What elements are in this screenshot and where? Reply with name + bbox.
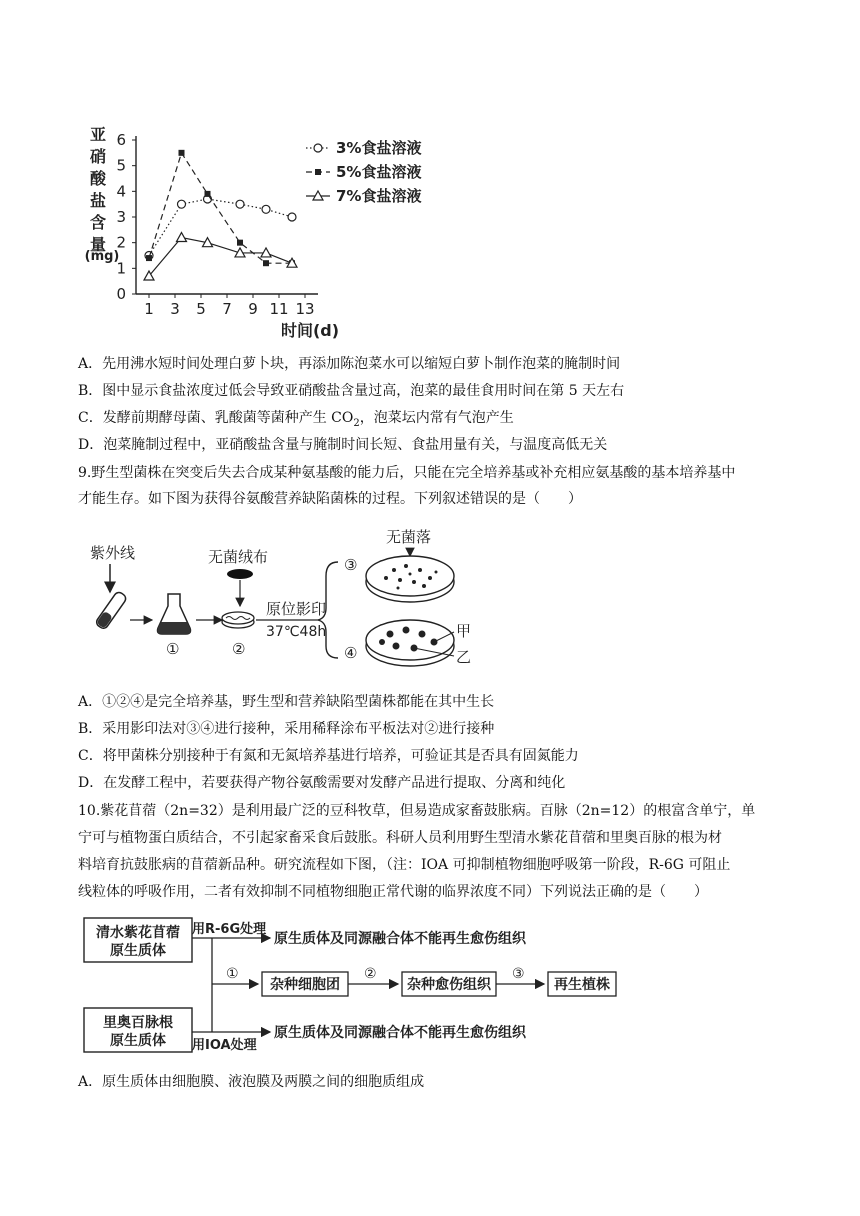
step2-label: ② [364,966,377,982]
replica-label: 原位影印 [266,600,327,618]
r6g-label: 用R-6G处理 [192,922,267,937]
x-tick-label: 3 [170,300,180,318]
uv-label: 紫外线 [90,544,136,562]
protoplast-fusion-diagram [80,912,640,1060]
y-tick-label: 1 [116,259,126,278]
legend-label: 7%食盐溶液 [336,187,422,205]
test-tube-icon [95,591,128,631]
q9-option-c: C．将甲菌株分别接种于有氮和无氮培养基进行培养，可验证其是否具有固氮能力 [78,748,579,764]
q9-stem-line2: 才能生存。如下图为获得谷氨酸营养缺陷菌株的过程。下列叙述错误的是（ ） [78,491,582,507]
data-point [205,191,211,197]
q10-stem-line3: 料培育抗鼓胀病的苜蓿新品种。研究流程如下图，（注：IOA 可抑制植物细胞呼吸第一阶段，R-6G 可阻止 [78,857,731,873]
svg-text:硝: 硝 [89,147,107,166]
regen-plant-label: 再生植株 [554,977,610,993]
legend-label: 3%食盐溶液 [336,139,422,157]
x-tick-label: 1 [144,300,154,318]
q8-option-c-text: C．发酵前期酵母菌、乳酸菌等菌种产生 CO [78,410,354,426]
q9-option-d: D．在发酵工程中，若要获得产物谷氨酸需要对发酵产品进行提取、分离和纯化 [78,775,566,791]
q10-option-a: A．原生质体由细胞膜、液泡膜及两膜之间的细胞质组成 [78,1074,425,1090]
top-result: 原生质体及同源融合体不能再生愈伤组织 [274,931,526,947]
q9-option-a: A．①②④是完全培养基，野生型和营养缺陷型菌株都能在其中生长 [78,694,495,710]
q8-option-b: B．图中显示食盐浓度过低会导致亚硝酸盐含量过高，泡菜的最佳食用时间在第 5 天左右 [78,383,625,399]
x-axis-label: 时间(d) [280,321,340,340]
q8-option-c-text2: ，泡菜坛内常有气泡产生 [359,410,514,426]
step-1-label: ① [166,640,180,658]
data-point [178,200,186,208]
box1-line2: 原生质体 [110,943,166,959]
y-tick-label: 2 [116,233,126,252]
y-axis-label [85,125,120,264]
step1-label: ① [226,966,239,982]
box1-line1: 清水紫花苜蓿 [96,925,180,941]
svg-text:量: 量 [89,235,107,254]
x-tick-label: 11 [269,300,289,318]
flask-icon [158,594,191,634]
data-point [262,205,270,213]
svg-text:盐: 盐 [89,191,107,210]
nitrite-chart [78,118,438,342]
q9-stem-line1: 9.野生型菌株在突变后失去合成某种氨基酸的能力后，只能在完全培养基或补充相应氨基酸的基本培养基中 [78,465,736,481]
svg-text:含: 含 [89,213,107,232]
step-4-label: ④ [344,644,358,662]
plate-3-icon [366,556,454,602]
velvet-label: 无菌绒布 [208,548,269,566]
q8-option-d: D．泡菜腌制过程中，亚硝酸盐含量与腌制时间长短、食盐用量有关，与温度高低无关 [78,437,608,453]
q10-stem-line1: 10.紫花苜蓿（2n=32）是利用最广泛的豆科牧草，但易造成家畜鼓胀病。百脉（2n=12）的根富含单宁，单 [78,803,756,819]
step-3-label: ③ [344,556,358,574]
q10-stem-line4: 线粒体的呼吸作用，二者有效抑制不同植物细胞正常代谢的临界浓度不同）下列说法正确的是（ ） [78,884,708,900]
sterile-colony-label: 无菌落 [386,528,432,546]
box2-line2: 原生质体 [110,1033,166,1049]
jia-label: 甲 [456,622,472,640]
hybrid-callus-label: 杂种愈伤组织 [407,977,491,993]
svg-text:(mg): (mg) [84,249,120,264]
box2-line1: 里奥百脉根 [103,1015,173,1031]
yi-label: 乙 [456,648,472,666]
data-point [179,150,185,156]
plate-4-icon [366,620,454,666]
data-point [177,233,187,242]
legend-label: 5%食盐溶液 [336,163,422,181]
x-tick-label: 9 [248,300,258,318]
data-point [315,169,321,175]
x-tick-label: 7 [222,300,232,318]
svg-text:酸: 酸 [89,169,107,188]
ioa-label: 用IOA处理 [192,1038,257,1053]
co2-subscript: 2 [353,417,360,429]
q8-option-a: A．先用沸水短时间处理白萝卜块，再添加陈泡菜水可以缩短白萝卜制作泡菜的腌制时间 [78,356,621,372]
step3-label: ③ [512,966,525,982]
svg-text:亚: 亚 [89,125,107,144]
x-tick-label: 13 [295,300,315,318]
data-point [288,213,296,221]
data-point [263,260,269,266]
data-point [237,240,243,246]
q9-option-b: B．采用影印法对③④进行接种，采用稀释涂布平板法对②进行接种 [78,721,495,737]
data-point [314,144,322,152]
y-tick-label: 3 [116,208,126,226]
q8-option-c [78,408,514,434]
q10-stem-line2: 宁可与植物蛋白质结合，不引起家畜采食后鼓胀。科研人员利用野生型清水紫花苜蓿和里奥百脉的根为材 [78,830,722,846]
y-tick-label: 5 [116,156,126,175]
step-2-label: ② [232,640,246,658]
bottom-result: 原生质体及同源融合体不能再生愈伤组织 [274,1025,526,1041]
mutant-screening-diagram [80,522,500,674]
x-tick-label: 5 [196,300,206,318]
velvet-icon [227,569,253,579]
data-point [236,200,244,208]
plate-2-icon [222,612,254,628]
hybrid-cell-label: 杂种细胞团 [270,977,340,993]
condition-label: 37℃48h [266,624,327,640]
y-tick-label: 6 [116,131,126,149]
y-tick-label: 4 [116,182,126,201]
data-point [146,255,152,261]
y-tick-label: 0 [116,285,126,303]
